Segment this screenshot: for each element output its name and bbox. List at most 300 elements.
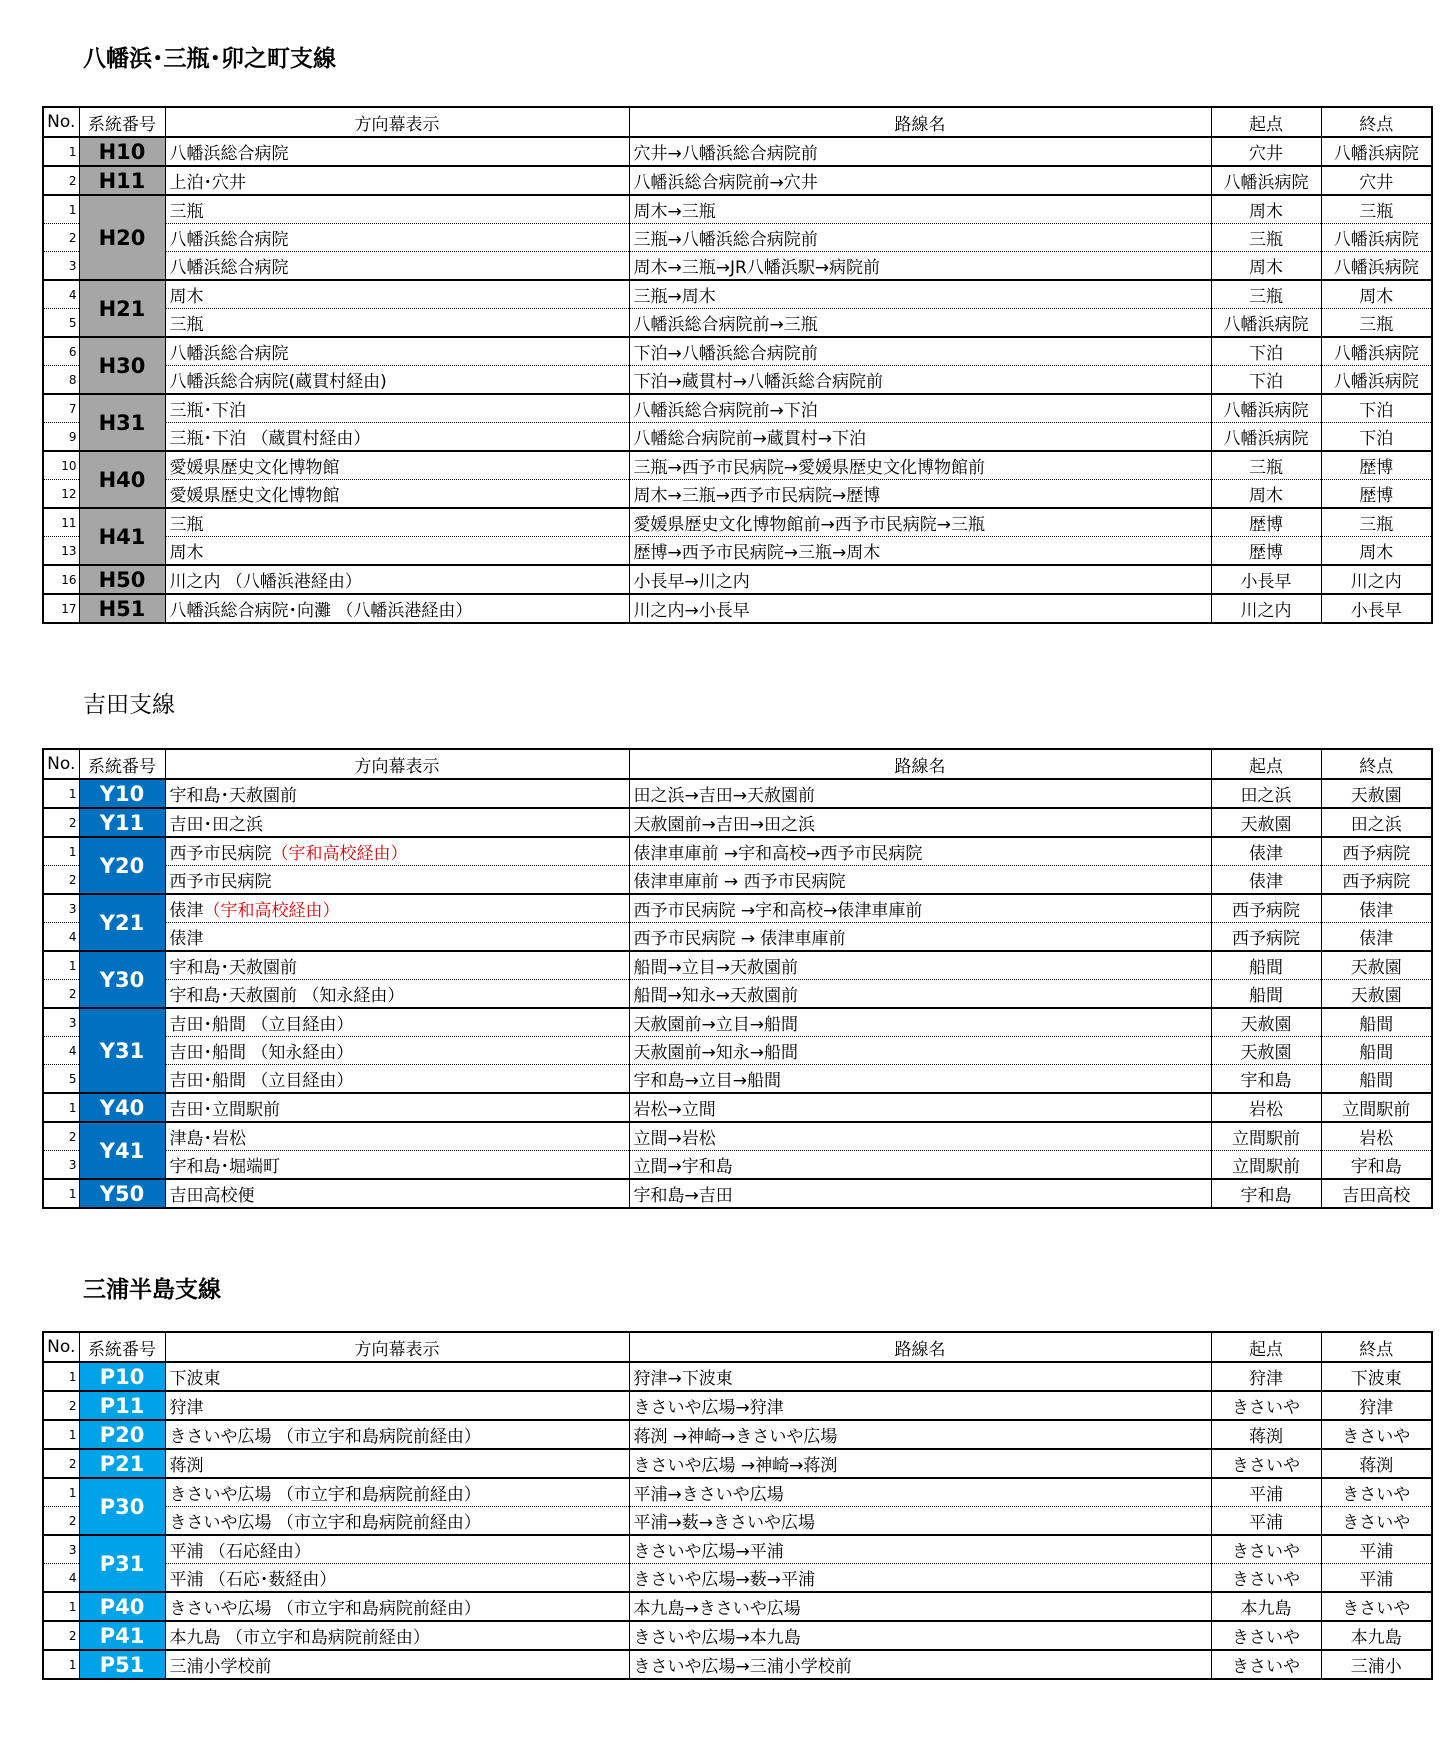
route-table-yawatahama [42,106,1433,624]
route-name: 歴博→西予市民病院→三瓶→周木 [629,537,1211,566]
route-name: きさいや広場 →神崎→蒋渕 [629,1449,1211,1478]
col-header-route: 路線名 [629,1332,1211,1362]
route-name: 俵津車庫前 →宇和高校→西予市民病院 [629,837,1211,866]
destination-text: 八幡浜総合病院 [169,258,289,278]
destination-text: 宇和島･天赦園前 [169,958,297,978]
table-row [43,394,1432,423]
table-row [43,1065,1432,1094]
destination-sign [165,508,629,537]
route-name: 宇和島→立目→船間 [629,1065,1211,1094]
destination-sign [165,224,629,252]
route-code-badge: Y40 [79,1093,165,1122]
destination-sign [165,195,629,224]
end-point: 小長早 [1321,594,1432,623]
row-number: 6 [43,337,79,366]
route-code-badge: Y50 [79,1179,165,1208]
route-code-badge: H20 [79,195,165,280]
route-name: きさいや広場→狩津 [629,1391,1211,1420]
end-point: 川之内 [1321,565,1432,594]
route-name: きさいや広場→本九島 [629,1621,1211,1650]
row-number: 2 [43,1449,79,1478]
destination-sign [165,480,629,509]
col-header-start: 起点 [1211,1332,1321,1362]
col-header-end: 終点 [1321,749,1432,779]
destination-text: 吉田･船間 （知永経由） [169,1043,354,1063]
row-number: 5 [43,1065,79,1094]
route-name: 三瓶→八幡浜総合病院前 [629,224,1211,252]
start-point: 歴博 [1211,508,1321,537]
destination-sign [165,1478,629,1507]
route-name: 岩松→立間 [629,1093,1211,1122]
destination-sign [165,1037,629,1065]
end-point: 八幡浜病院 [1321,224,1432,252]
route-code-badge: H11 [79,166,165,195]
table-row [43,923,1432,952]
destination-text: 愛媛県歴史文化博物館 [169,458,340,478]
destination-text: 三浦小学校前 [169,1657,272,1677]
end-point: 周木 [1321,280,1432,309]
row-number: 2 [43,808,79,837]
destination-text: きさいや広場 （市立宇和島病院前経由） [169,1599,481,1619]
destination-text: 八幡浜総合病院 [169,144,289,164]
table-row [43,537,1432,566]
end-point: 蒋渕 [1321,1449,1432,1478]
row-number: 2 [43,224,79,252]
start-point: 八幡浜病院 [1211,309,1321,338]
end-point: 天赦園 [1321,779,1432,808]
table-row [43,280,1432,309]
row-number: 1 [43,195,79,224]
destination-text: 八幡浜総合病院･向灘 （八幡浜港経由） [169,601,473,621]
col-header-code: 系統番号 [79,107,165,137]
destination-sign [165,594,629,623]
start-point: 平浦 [1211,1478,1321,1507]
destination-text: 八幡浜総合病院(蔵貫村経由) [169,372,387,392]
route-name: 平浦→きさいや広場 [629,1478,1211,1507]
route-code-badge: Y11 [79,808,165,837]
row-number: 1 [43,1420,79,1449]
end-point: 西予病院 [1321,837,1432,866]
end-point: 八幡浜病院 [1321,252,1432,281]
destination-text: 三瓶 [169,315,204,335]
destination-text: 周木 [169,543,204,563]
route-name: きさいや広場→薮→平浦 [629,1564,1211,1593]
col-header-dest: 方向幕表示 [165,749,629,779]
start-point: 蒋渕 [1211,1420,1321,1449]
end-point: きさいや [1321,1592,1432,1621]
row-number: 3 [43,1535,79,1564]
route-name: 周木→三瓶→JR八幡浜駅→病院前 [629,252,1211,281]
row-number: 7 [43,394,79,423]
table-row [43,565,1432,594]
destination-text: 吉田高校便 [169,1186,255,1206]
start-point: 西予病院 [1211,923,1321,952]
destination-text: 三瓶･下泊 [169,401,246,421]
route-name: 下泊→蔵貫村→八幡浜総合病院前 [629,366,1211,395]
row-number: 3 [43,252,79,281]
row-number: 1 [43,137,79,166]
destination-sign [165,451,629,480]
destination-sign [165,1008,629,1037]
start-point: 岩松 [1211,1093,1321,1122]
col-header-no: No. [43,749,79,779]
destination-text: 西予市民病院 [169,844,272,864]
table-row [43,1391,1432,1420]
route-name: 八幡総合病院前→蔵貫村→下泊 [629,423,1211,452]
route-code-badge: P41 [79,1621,165,1650]
route-name: 八幡浜総合病院前→穴井 [629,166,1211,195]
end-point: 田之浜 [1321,808,1432,837]
destination-text: 三瓶･下泊 （蔵貫村経由） [169,429,371,449]
row-number: 2 [43,1621,79,1650]
table-row [43,779,1432,808]
start-point: 俵津 [1211,837,1321,866]
destination-sign [165,779,629,808]
end-point: 平浦 [1321,1564,1432,1593]
row-number: 4 [43,1564,79,1593]
start-point: 船間 [1211,980,1321,1009]
destination-text: 周木 [169,287,204,307]
route-name: 西予市民病院 →宇和高校→俵津車庫前 [629,894,1211,923]
row-number: 4 [43,280,79,309]
start-point: 宇和島 [1211,1179,1321,1208]
start-point: 下泊 [1211,337,1321,366]
destination-text: 吉田･田之浜 [169,815,263,835]
route-name: 八幡浜総合病院前→三瓶 [629,309,1211,338]
destination-sign [165,366,629,395]
table-row [43,1621,1432,1650]
end-point: 八幡浜病院 [1321,366,1432,395]
row-number: 8 [43,366,79,395]
route-table-yoshida [42,748,1433,1209]
end-point: 船間 [1321,1037,1432,1065]
destination-sign [165,1420,629,1449]
row-number: 9 [43,423,79,452]
route-name: 三瓶→周木 [629,280,1211,309]
route-name: きさいや広場→三浦小学校前 [629,1650,1211,1679]
destination-sign [165,980,629,1009]
destination-text: きさいや広場 （市立宇和島病院前経由） [169,1485,481,1505]
start-point: 狩津 [1211,1362,1321,1391]
destination-text: 下波東 [169,1369,221,1389]
route-name: 立間→宇和島 [629,1151,1211,1180]
start-point: 八幡浜病院 [1211,166,1321,195]
table-row [43,951,1432,980]
destination-text: 吉田･船間 （立目経由） [169,1015,354,1035]
route-code-badge: Y10 [79,779,165,808]
table-row [43,894,1432,923]
start-point: きさいや [1211,1564,1321,1593]
row-number: 3 [43,894,79,923]
destination-sign [165,1507,629,1536]
start-point: 周木 [1211,252,1321,281]
route-name: 立間→岩松 [629,1122,1211,1151]
row-number: 4 [43,923,79,952]
destination-text: 愛媛県歴史文化博物館 [169,486,340,506]
destination-sign [165,808,629,837]
col-header-code: 系統番号 [79,1332,165,1362]
table-row [43,1564,1432,1593]
destination-text: 宇和島･天赦園前 [169,786,297,806]
end-point: 船間 [1321,1008,1432,1037]
destination-text: 八幡浜総合病院 [169,344,289,364]
col-header-no: No. [43,1332,79,1362]
end-point: 俵津 [1321,923,1432,952]
end-point: きさいや [1321,1478,1432,1507]
table-row [43,1179,1432,1208]
destination-sign [165,537,629,566]
route-name: 小長早→川之内 [629,565,1211,594]
route-name: 本九島→きさいや広場 [629,1592,1211,1621]
destination-text: 平浦 （石応経由） [169,1542,311,1562]
table-row [43,337,1432,366]
col-header-end: 終点 [1321,107,1432,137]
destination-sign [165,1391,629,1420]
table-row [43,1592,1432,1621]
destination-sign [165,565,629,594]
destination-sign [165,309,629,338]
route-name: 下泊→八幡浜総合病院前 [629,337,1211,366]
row-number: 17 [43,594,79,623]
end-point: 歴博 [1321,480,1432,509]
destination-sign [165,951,629,980]
destination-sign [165,252,629,281]
end-point: 八幡浜病院 [1321,337,1432,366]
start-point: 平浦 [1211,1507,1321,1536]
start-point: 三瓶 [1211,224,1321,252]
start-point: 俵津 [1211,866,1321,895]
table-row [43,837,1432,866]
end-point: 三瓶 [1321,195,1432,224]
destination-sign [165,1151,629,1180]
destination-sign [165,137,629,166]
end-point: 宇和島 [1321,1151,1432,1180]
destination-note: （宇和高校経由） [271,844,408,864]
row-number: 1 [43,951,79,980]
end-point: 岩松 [1321,1122,1432,1151]
route-name: 宇和島→吉田 [629,1179,1211,1208]
route-name: 田之浜→吉田→天赦園前 [629,779,1211,808]
start-point: 八幡浜病院 [1211,423,1321,452]
destination-text: 俵津 [169,929,204,949]
route-name: 天赦園前→知永→船間 [629,1037,1211,1065]
route-table-miura [42,1331,1433,1680]
table-row [43,1122,1432,1151]
table-row [43,980,1432,1009]
row-number: 1 [43,1093,79,1122]
destination-text: 平浦 （石応･薮経由） [169,1570,337,1590]
row-number: 4 [43,1037,79,1065]
table-row [43,195,1432,224]
destination-text: 川之内 （八幡浜港経由） [169,572,362,592]
start-point: 天赦園 [1211,808,1321,837]
start-point: きさいや [1211,1621,1321,1650]
end-point: 西予病院 [1321,866,1432,895]
start-point: 歴博 [1211,537,1321,566]
end-point: 平浦 [1321,1535,1432,1564]
route-name: 周木→三瓶→西予市民病院→歴博 [629,480,1211,509]
destination-text: 宇和島･天赦園前 （知永経由） [169,986,405,1006]
row-number: 2 [43,980,79,1009]
route-code-badge: P11 [79,1391,165,1420]
row-number: 5 [43,309,79,338]
row-number: 1 [43,1478,79,1507]
table-row [43,480,1432,509]
route-code-badge: P21 [79,1449,165,1478]
section-title-miura: 三浦半島支線 [83,1277,221,1303]
col-header-route: 路線名 [629,107,1211,137]
route-name: 三瓶→西予市民病院→愛媛県歴史文化博物館前 [629,451,1211,480]
destination-sign [165,166,629,195]
col-header-code: 系統番号 [79,749,165,779]
route-code-badge: Y30 [79,951,165,1008]
route-name: 川之内→小長早 [629,594,1211,623]
destination-text: 八幡浜総合病院 [169,230,289,250]
table-row [43,508,1432,537]
end-point: 船間 [1321,1065,1432,1094]
route-name: 八幡浜総合病院前→下泊 [629,394,1211,423]
table-body [43,749,1432,1208]
end-point: 下泊 [1321,423,1432,452]
route-name: 愛媛県歴史文化博物館前→西予市民病院→三瓶 [629,508,1211,537]
table-row [43,252,1432,281]
destination-sign [165,1564,629,1593]
start-point: 周木 [1211,195,1321,224]
start-point: 下泊 [1211,366,1321,395]
destination-text: 上泊･穴井 [169,173,246,193]
route-code-badge: Y21 [79,894,165,951]
end-point: きさいや [1321,1420,1432,1449]
end-point: 周木 [1321,537,1432,566]
row-number: 2 [43,866,79,895]
col-header-start: 起点 [1211,107,1321,137]
table-row [43,594,1432,623]
header-row [43,107,1432,137]
row-number: 1 [43,1362,79,1391]
col-header-no: No. [43,107,79,137]
start-point: きさいや [1211,1535,1321,1564]
route-code-badge: H40 [79,451,165,508]
route-code-badge: H31 [79,394,165,451]
row-number: 2 [43,1122,79,1151]
destination-sign [165,1065,629,1094]
route-code-badge: Y31 [79,1008,165,1093]
col-header-start: 起点 [1211,749,1321,779]
row-number: 11 [43,508,79,537]
end-point: 天赦園 [1321,951,1432,980]
row-number: 1 [43,1650,79,1679]
route-name: 狩津→下波東 [629,1362,1211,1391]
table-row [43,866,1432,895]
destination-text: 西予市民病院 [169,872,272,892]
route-code-badge: H10 [79,137,165,166]
table-row [43,166,1432,195]
table-row [43,1478,1432,1507]
destination-text: 吉田･立間駅前 [169,1100,280,1120]
destination-text: 津島･岩松 [169,1129,246,1149]
col-header-route: 路線名 [629,749,1211,779]
start-point: 周木 [1211,480,1321,509]
start-point: きさいや [1211,1449,1321,1478]
destination-note: （宇和高校経由） [203,901,340,921]
destination-sign [165,1122,629,1151]
route-name: 天赦園前→立目→船間 [629,1008,1211,1037]
col-header-dest: 方向幕表示 [165,107,629,137]
table-row [43,309,1432,338]
row-number: 3 [43,1151,79,1180]
row-number: 10 [43,451,79,480]
table-row [43,1449,1432,1478]
table-row [43,366,1432,395]
destination-text: 宇和島･堀端町 [169,1157,280,1177]
route-name: 俵津車庫前 → 西予市民病院 [629,866,1211,895]
start-point: 三瓶 [1211,451,1321,480]
end-point: 下波東 [1321,1362,1432,1391]
route-name: きさいや広場→平浦 [629,1535,1211,1564]
end-point: きさいや [1321,1507,1432,1536]
route-name: 周木→三瓶 [629,195,1211,224]
end-point: 八幡浜病院 [1321,137,1432,166]
table-row [43,137,1432,166]
route-name: 穴井→八幡浜総合病院前 [629,137,1211,166]
start-point: 船間 [1211,951,1321,980]
table-row [43,1420,1432,1449]
table-row [43,1008,1432,1037]
row-number: 3 [43,1008,79,1037]
start-point: 天赦園 [1211,1008,1321,1037]
route-code-badge: P10 [79,1362,165,1391]
table-row [43,1507,1432,1536]
section-title-yawatahama: 八幡浜･三瓶･卯之町支線 [83,46,336,72]
route-name: 西予市民病院 → 俵津車庫前 [629,923,1211,952]
start-point: 八幡浜病院 [1211,394,1321,423]
section-title-yoshida: 吉田支線 [83,692,175,718]
route-name: 平浦→薮→きさいや広場 [629,1507,1211,1536]
end-point: 三浦小 [1321,1650,1432,1679]
start-point: 天赦園 [1211,1037,1321,1065]
row-number: 16 [43,565,79,594]
route-code-badge: H41 [79,508,165,565]
end-point: 天赦園 [1321,980,1432,1009]
destination-sign [165,1179,629,1208]
destination-sign [165,866,629,895]
start-point: 川之内 [1211,594,1321,623]
end-point: 吉田高校 [1321,1179,1432,1208]
route-name: 天赦園前→吉田→田之浜 [629,808,1211,837]
col-header-end: 終点 [1321,1332,1432,1362]
end-point: 狩津 [1321,1391,1432,1420]
route-code-badge: P40 [79,1592,165,1621]
destination-text: 三瓶 [169,515,204,535]
start-point: 立間駅前 [1211,1151,1321,1180]
start-point: きさいや [1211,1650,1321,1679]
row-number: 1 [43,1592,79,1621]
end-point: 歴博 [1321,451,1432,480]
destination-text: 俵津 [169,901,204,921]
destination-sign [165,394,629,423]
destination-sign [165,1650,629,1679]
destination-text: 蒋渕 [169,1456,204,1476]
start-point: 三瓶 [1211,280,1321,309]
destination-sign [165,1621,629,1650]
destination-sign [165,923,629,952]
table-row [43,808,1432,837]
col-header-dest: 方向幕表示 [165,1332,629,1362]
route-code-badge: P51 [79,1650,165,1679]
destination-sign [165,337,629,366]
route-code-badge: P20 [79,1420,165,1449]
route-code-badge: H51 [79,594,165,623]
